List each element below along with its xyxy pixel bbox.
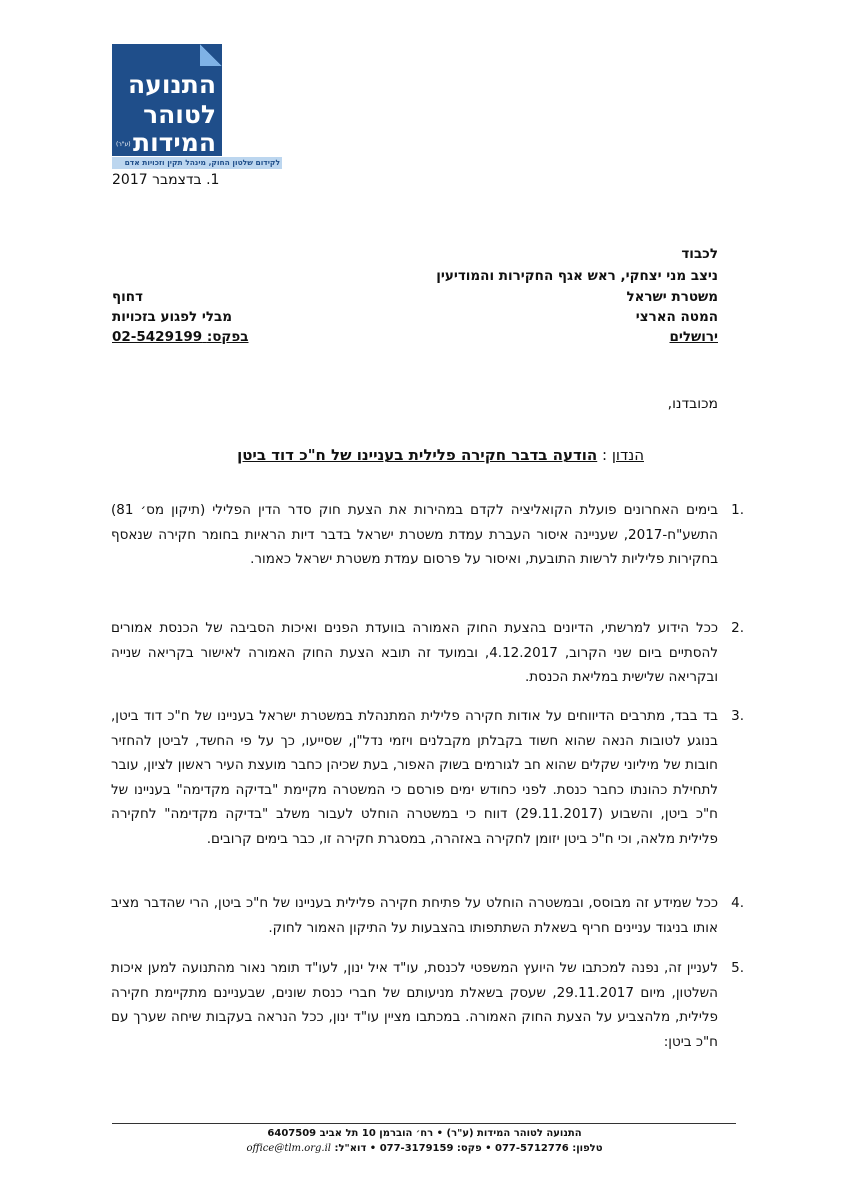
letter-date: 1. בדצמבר 2017 xyxy=(112,172,220,188)
recipient-name: ניצב מני יצחקי, ראש אגף החקירות והמודיעין xyxy=(436,268,718,284)
paragraph-number: 3. xyxy=(731,708,744,724)
subject-line xyxy=(237,446,644,464)
subject-colon: : xyxy=(597,446,612,464)
paragraph-3 xyxy=(111,704,744,851)
footer-contact xyxy=(0,1143,849,1154)
fax-number: 02-5429199 xyxy=(112,329,203,345)
recipient-org: משטרת ישראל xyxy=(626,289,718,305)
greeting: מכובדנו, xyxy=(667,396,718,412)
logo-tagline: לקידום שלטון החוק, מינהל תקין וזכויות אדם xyxy=(112,157,282,169)
footer-divider xyxy=(112,1123,736,1124)
logo-line-1: התנועה xyxy=(128,70,216,99)
paragraph-text: ככל שמידע זה מבוסס, ובמשטרה הוחלט על פתיחת חקירה פלילית בעניינו של ח"כ ביטן, הרי שהדבר מציב אותו בניגוד עניינים חריף בשאלת השתתפותו בהצבעות על התיקון האמור לחוק. xyxy=(111,895,718,936)
footer-email[interactable]: office@tlm.org.il xyxy=(246,1143,331,1154)
recipient-honor: לכבוד xyxy=(681,246,718,262)
recipient-hq: המטה הארצי xyxy=(635,309,718,325)
logo-line-2: לטוהר xyxy=(143,100,216,129)
paragraph-number: 2. xyxy=(731,620,744,636)
paragraph-text: בימים האחרונים פועלת הקואליציה לקדם במהירות את הצעת חוק סדר הדין הפלילי (תיקון מס׳ 81) התשע"ח-2017, שעניינה איסור העברת עמדת משטרת ישראל בדבר דיות הראיות בחומר חקירה שנאסף בחקירות פליליות לרשות התובעת, ואיסור על פרסום עמדת משטרת ישראל כאמור. xyxy=(111,502,718,567)
paragraph-number: 1. xyxy=(731,502,744,518)
subject-label: הנדון xyxy=(611,446,644,464)
paragraph-2 xyxy=(111,616,744,690)
recipient-city: ירושלים xyxy=(669,329,718,345)
paragraph-text: לעניין זה, נפנה למכתבו של היועץ המשפטי לכנסת, עו"ד איל ינון, לעו"ד תומר נאור מהתנועה למען איכות השלטון, מיום 29.11.2017, שעסק בשאלת מניעותם של חברי כנסת שונים, שבעניינם מתקיימת חקירה פלילית, מלהצביע על הצעת החוק האמורה. במכתבו מציין עו"ד ינון, ככל הנראה בעקבות שיחה שערך עם ח"כ ביטן: xyxy=(111,960,719,1050)
footer-address: התנועה לטוהר המידות (ע"ר) • רח׳ הוברמן 10 תל אביב 6407509 xyxy=(267,1128,582,1139)
paragraph-number: 5. xyxy=(731,960,744,976)
without-prejudice-label: מבלי לפגוע בזכויות xyxy=(112,309,232,325)
subject-text: הודעה בדבר חקירה פלילית בעניינו של ח"כ דוד ביטן xyxy=(237,446,598,464)
fax-line xyxy=(112,329,249,345)
paragraph-4 xyxy=(111,891,744,940)
urgent-label: דחוף xyxy=(112,289,143,305)
organization-logo xyxy=(112,44,222,156)
paragraph-number: 4. xyxy=(731,895,744,911)
logo-registered-mark: (ע"ר) xyxy=(116,141,131,148)
paragraph-1 xyxy=(111,498,744,572)
paragraph-text: בד בבד, מתרבים הדיווחים על אודות חקירה פלילית המתנהלת במשטרת ישראל בעניינו של ח"כ דוד ביטן, בנוגע לטובות הנאה שהוא חשוד בקבלתן מקבלנים ויזמי נדל"ן, שסייעו, כך על פי החשד, לביטן להחזיר חובות של מיליוני שקלים שהוא חב לגורמים בשוק האפור, בעת שכיהן כחבר מועצת העיר ראשון לציון, עובר לתחילת כהונתו כחבר כנסת. לפני כחודש ימים פורסם כי המשטרה מקיימת "בדיקה מקדימה" בעניינו של ח"כ ביטן, והשבוע (29.11.2017) דווח כי במשטרה הוחלט לעבור משלב "בדיקה מקדימה" לחקירה פלילית מלאה, וכי ח"כ ביטן יזומן לחקירה באזהרה, במסגרת חקירה זו, כבר בימים קרובים. xyxy=(111,708,719,847)
paragraph-5 xyxy=(111,956,744,1054)
fax-label: בפקס: xyxy=(206,329,249,345)
paragraph-text: ככל הידוע למרשתי, הדיונים בהצעת החוק האמורה בוועדת הפנים ואיכות הסביבה של הכנסת אמורים להסתיים ביום שני הקרוב, 4.12.2017, ובמועד זה תובא הצעת החוק האמורה לאישור בקריאה שנייה ובקריאה שלישית במליאת הכנסת. xyxy=(111,620,719,685)
footer-phone-fax: טלפון: 077-5712776 • פקס: 077-3179159 • דוא"ל: xyxy=(334,1143,603,1154)
logo-line-3: המידות xyxy=(133,128,216,156)
logo-corner-fold xyxy=(200,44,222,66)
